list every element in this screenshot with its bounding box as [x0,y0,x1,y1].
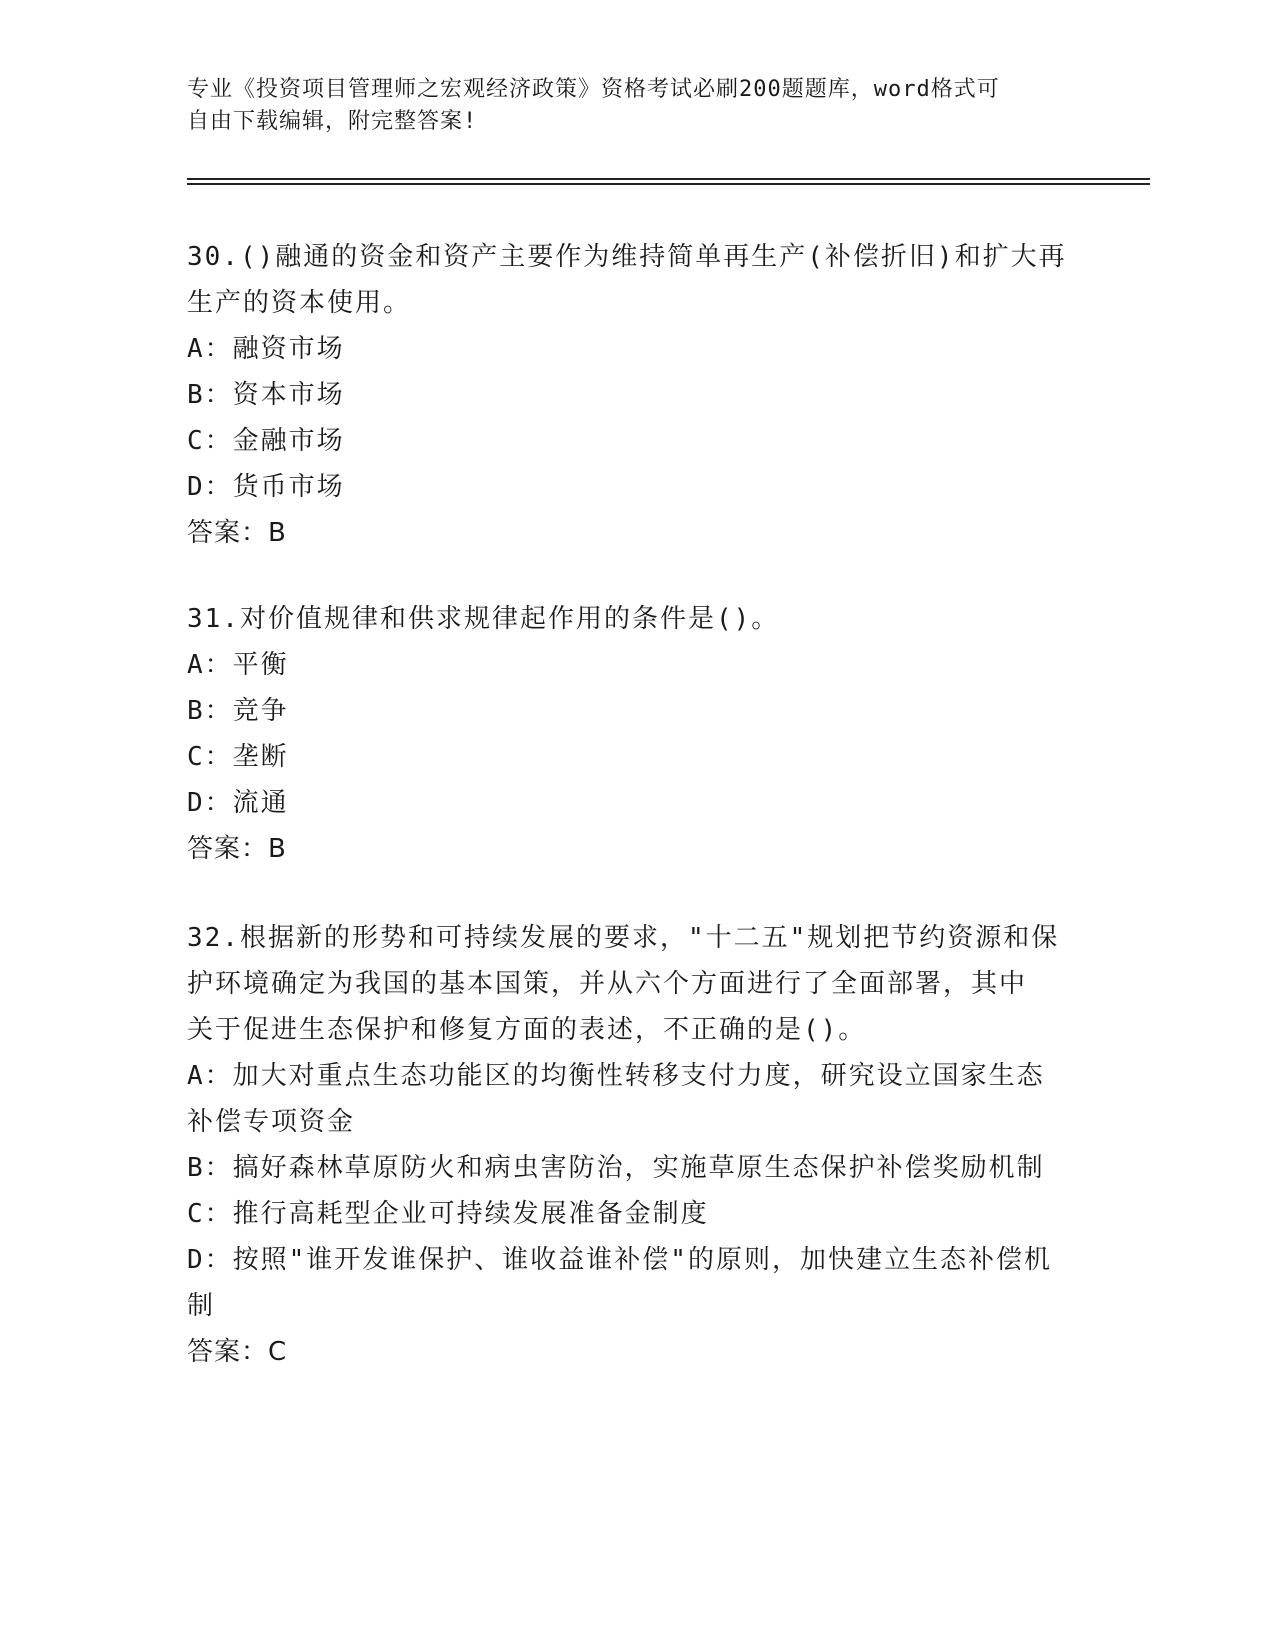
question-text-line: 30.()融通的资金和资产主要作为维持简单再生产(补偿折旧)和扩大再 [187,242,1067,272]
header-divider-top [187,178,1150,180]
option-a: A：融资市场 [187,334,345,364]
header-line-1: 专业《投资项目管理师之宏观经济政策》资格考试必刷200题题库，word格式可 [187,77,1000,102]
option-d: D：按照"谁开发谁保护、谁收益谁补偿"的原则，加快建立生态补偿机 [187,1245,1052,1275]
answer-line: 答案：B [187,518,287,548]
option-d: D：货币市场 [187,472,345,502]
document-header [187,74,1067,138]
option-d-continued: 制 [187,1291,216,1321]
option-a: A：平衡 [187,650,289,680]
option-c: C：金融市场 [187,426,345,456]
question-text-line: 31.对价值规律和供求规律起作用的条件是()。 [187,604,780,634]
option-c: C：垄断 [187,742,289,772]
question-31 [187,596,1067,872]
question-text-line: 32.根据新的形势和可持续发展的要求，"十二五"规划把节约资源和保 [187,923,1060,953]
question-32 [187,915,1067,1375]
question-text-line: 关于促进生态保护和修复方面的表述，不正确的是()。 [187,1015,867,1045]
option-a: A：加大对重点生态功能区的均衡性转移支付力度，研究设立国家生态 [187,1061,1045,1091]
option-d: D：流通 [187,788,289,818]
answer-line: 答案：C [187,1337,288,1367]
option-a-continued: 补偿专项资金 [187,1107,356,1137]
question-30 [187,234,1067,556]
question-text-line: 护环境确定为我国的基本国策，并从六个方面进行了全面部署，其中 [187,969,1028,999]
question-text-line: 生产的资本使用。 [187,288,412,318]
header-divider-bottom [187,183,1150,185]
option-c: C：推行高耗型企业可持续发展准备金制度 [187,1199,709,1229]
option-b: B：资本市场 [187,380,345,410]
option-b: B：竞争 [187,696,289,726]
option-b: B：搞好森林草原防火和病虫害防治，实施草原生态保护补偿奖励机制 [187,1153,1045,1183]
header-line-2: 自由下载编辑，附完整答案! [187,109,478,134]
answer-line: 答案：B [187,834,287,864]
